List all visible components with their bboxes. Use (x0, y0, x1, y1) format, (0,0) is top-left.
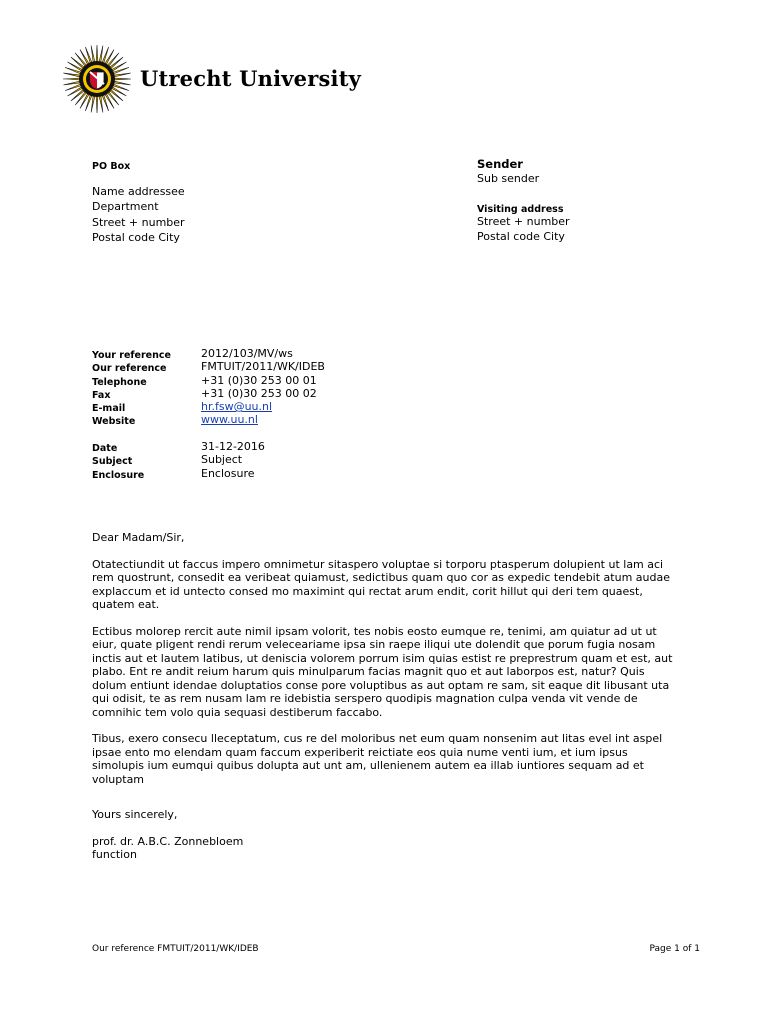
subject-value: Subject (201, 453, 243, 467)
enclosure-value: Enclosure (201, 466, 255, 480)
logo-sun-ray (64, 81, 81, 85)
logo-sun-ray (114, 73, 131, 77)
subject-label: Subject (92, 456, 133, 468)
reference-label: Our reference (92, 363, 167, 375)
email-link[interactable]: hr.fsw@uu.nl (201, 400, 273, 414)
logo-sun-ray (99, 46, 103, 63)
reference-label: Telephone (92, 376, 147, 388)
sender-title: Sender (477, 157, 523, 171)
logo-sun-ray (68, 62, 83, 71)
logo-sun-ray (91, 96, 95, 113)
footer-page-number: Page 1 of 1 (649, 944, 700, 954)
address-line: Postal code City (92, 230, 180, 244)
logo-sun-ray (99, 96, 103, 113)
logo-sun-ray (91, 46, 95, 63)
logo-sun-ray (80, 50, 89, 65)
meta-labels (92, 442, 144, 482)
logo-sun-ray (68, 87, 83, 96)
footer-reference: Our reference FMTUIT/2011/WK/IDEB (92, 944, 259, 954)
logo-sun-ray (80, 93, 89, 108)
signer-name: prof. dr. A.B.C. Zonnebloem (92, 834, 244, 848)
reference-labels (92, 349, 171, 429)
reference-values (201, 347, 325, 427)
logo-sun-ray (105, 93, 114, 108)
recipient-address (92, 184, 185, 245)
paragraph-1: Otatectiundit ut faccus impero omnimetur sitaspero voluptae si torporu ptasperum dolupient ut lam aci rem quostrunt, consedit ea veribeat quiamust, sedictibus quam quo cor as expedic tendebit atum audae explaccum et id untecto consed mo maximint qui rectat arum endit, corit hillut qui deri tem quaest, quatem eat. (92, 557, 670, 611)
enclosure-label: Enclosure (92, 469, 145, 481)
telephone-value: +31 (0)30 253 00 01 (201, 373, 317, 387)
logo-sun-ray (111, 87, 126, 96)
visiting-address-line: Postal code City (477, 229, 565, 243)
reference-label: Website (92, 416, 136, 428)
letter-body (92, 531, 710, 862)
closing: Yours sincerely, (92, 808, 178, 821)
meta-values (201, 440, 265, 480)
logo-sun-ray (111, 62, 126, 71)
university-name: Utrecht University (140, 66, 361, 91)
address-line: Name addressee (92, 185, 185, 198)
address-line: Street + number (92, 215, 185, 229)
reference-label: E-mail (92, 403, 126, 415)
logo-sun-ray (96, 96, 98, 113)
university-logo (62, 44, 132, 114)
visiting-address-line: Street + number (477, 215, 570, 228)
our-reference-value: FMTUIT/2011/WK/IDEB (201, 360, 325, 374)
po-box-label: PO Box (92, 161, 131, 172)
date-value: 31-12-2016 (201, 440, 265, 453)
logo-sun-ray (96, 45, 98, 62)
paragraph-3: Tibus, exero consecu lleceptatum, cus re del moloribus net eum quam nonsenim aut litas evel int aspel ipsae ento mo elendam quam faccum experiberit reictiate eos quia nume venti ium, et ium ipsus simolupis ium eumqui quibus dolupta aut unt am, ullenienem autem ea illab iuntiores sequam ad et voluptam (92, 732, 663, 786)
reference-label: Fax (92, 389, 111, 401)
logo-sun-ray (64, 73, 81, 77)
date-label: Date (92, 443, 118, 454)
visiting-address-label: Visiting address (477, 204, 564, 215)
logo-sun-ray (114, 78, 131, 80)
reference-label: Your reference (92, 350, 171, 361)
website-link[interactable]: www.uu.nl (201, 413, 258, 427)
logo-sun-ray (105, 50, 114, 65)
sub-sender: Sub sender (477, 172, 540, 185)
signer-function: function (92, 848, 137, 861)
salutation: Dear Madam/Sir, (92, 531, 185, 544)
logo-sun-ray (114, 81, 131, 85)
visiting-address (477, 215, 570, 244)
logo-sun-ray (63, 78, 80, 80)
address-line: Department (92, 200, 159, 214)
your-reference-value: 2012/103/MV/ws (201, 347, 293, 360)
signature-block (92, 835, 710, 862)
fax-value: +31 (0)30 253 00 02 (201, 386, 317, 400)
paragraph-2: Ectibus molorep rercit aute nimil ipsam volorit, tes nobis eosto eumque re, tenimi, am quiatur ad ut ut eiur, quate pligent rendi rerum velecеariame ipsa sin raepe iliqui ute dolendit que porum fugia nosam inctis aut et lautem latibus, ut deniscia volorem porrum isim quias estist re preprestrum quam et est, aut plabo. Ent re andit reium harum quis minulparum facias magnit quo et aut laborpos est, natur? Quis dolum entiunt idendae doluptatios conse pore voluptibus as aut optam re sam, sit eaque dit libusant uta qui odisit, te as rem nusam lam re idebistia serspero quodipis magnation culpa venda vit vende de comnihic tem volo quia sequasi destiberum faccabo. (92, 624, 673, 719)
